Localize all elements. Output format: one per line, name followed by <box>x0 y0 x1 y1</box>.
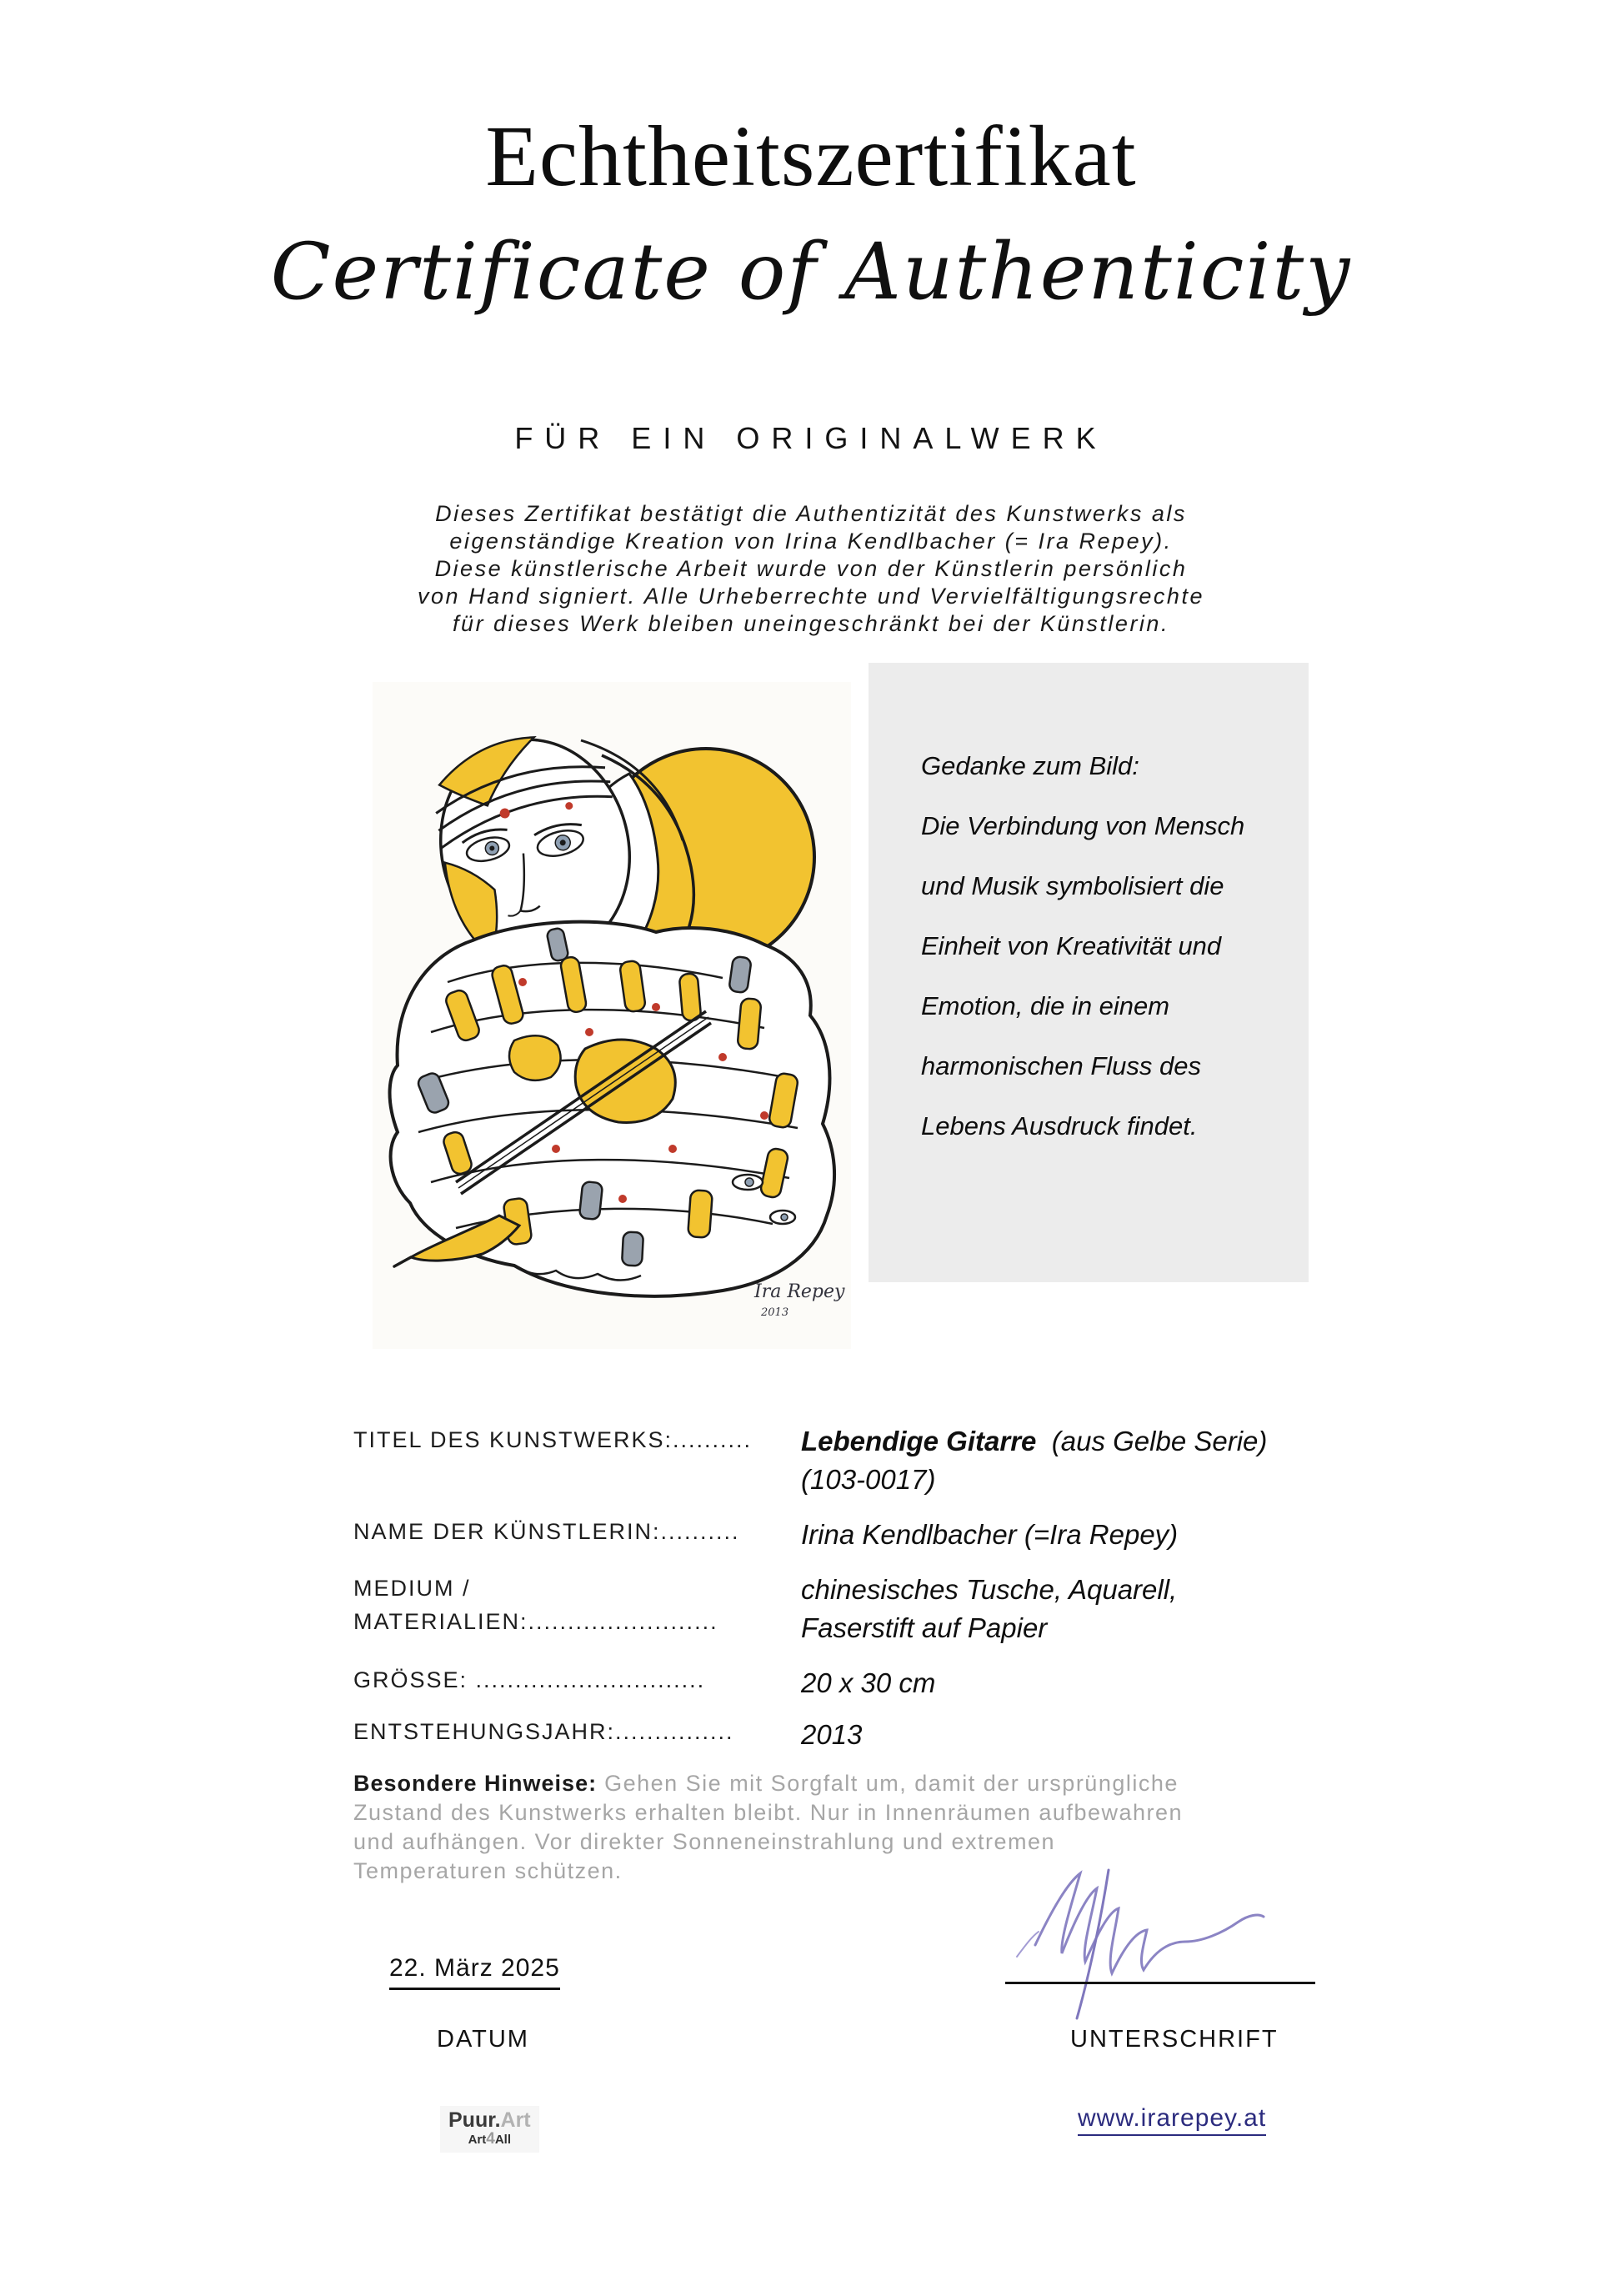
logo-tagline-post: All <box>494 2133 512 2148</box>
special-notes <box>353 1769 1345 1886</box>
page-title-english: Certificate of Authenticity <box>270 227 1352 318</box>
artwork-title: Lebendige Gitarre <box>801 1426 1037 1456</box>
intro-line: Diese künstlerische Arbeit wurde von der Künstlerin persönlich <box>434 556 1188 581</box>
artwork-drawing <box>373 682 851 1349</box>
thought-line: harmonischen Fluss des <box>921 1051 1201 1080</box>
field-value-medium: chinesisches Tusche, Aquarell, Faserstift auf Papier <box>801 1574 1178 1643</box>
page-title-german: Echtheitszertifikat <box>485 108 1137 204</box>
field-label-medium-line2: MATERIALIEN:........................ <box>353 1609 718 1634</box>
puurart-logo-brand <box>448 2109 531 2131</box>
field-label-year: ENTSTEHUNGSJAHR:............... <box>353 1719 734 1744</box>
date-value: 22. März 2025 <box>389 1954 560 1990</box>
website-link[interactable]: www.irarepey.at <box>1078 2104 1266 2136</box>
field-value-size: 20 x 30 cm <box>801 1667 936 1698</box>
field-label-artist: NAME DER KÜNSTLERIN:.......... <box>353 1519 740 1544</box>
artwork-image <box>373 682 851 1349</box>
thought-line: Emotion, die in einem <box>921 991 1170 1020</box>
field-label-medium-line1: MEDIUM / <box>353 1576 471 1601</box>
puurart-logo <box>440 2106 539 2153</box>
special-notes-line: Zustand des Kunstwerks erhalten bleibt. Nur in Innenräumen aufbewahren <box>353 1800 1184 1825</box>
logo-brand-light: Art <box>500 2108 531 2132</box>
intro-line: Dieses Zertifikat bestätigt die Authentizität des Kunstwerks als <box>435 501 1187 526</box>
special-notes-line <box>353 1769 1345 1798</box>
thought-text <box>921 736 1271 1156</box>
field-value-title <box>801 1422 1289 1499</box>
field-label-medium <box>353 1572 803 1638</box>
thought-heading: Gedanke zum Bild: <box>921 751 1139 780</box>
field-value-artist: Irina Kendlbacher (=Ira Repey) <box>801 1519 1179 1550</box>
signature-line <box>1005 1982 1315 1984</box>
logo-brand-dark: Puur. <box>448 2108 501 2132</box>
intro-line: für dieses Werk bleiben uneingeschränkt bei der Künstlerin. <box>453 611 1169 636</box>
special-notes-line: Temperaturen schützen. <box>353 1858 623 1883</box>
artwork-title-series: (aus Gelbe Serie) (103-0017) <box>801 1426 1268 1495</box>
special-notes-line: und aufhängen. Vor direkter Sonneneinstrahlung und extremen <box>353 1829 1056 1854</box>
special-notes-text: Gehen Sie mit Sorgfalt um, damit der ursprüngliche <box>597 1771 1179 1796</box>
date-label: DATUM <box>437 2026 529 2053</box>
artwork-signature-year: 2013 <box>761 1306 789 1319</box>
field-label-title: TITEL DES KUNSTWERKS:.......... <box>353 1427 753 1452</box>
thought-line: Einheit von Kreativität und <box>921 931 1222 960</box>
logo-tagline-num: 4 <box>486 2130 495 2148</box>
thought-box <box>869 663 1309 1282</box>
page-subtitle: FÜR EIN ORIGINALWERK <box>514 421 1108 455</box>
puurart-logo-tagline <box>448 2131 531 2148</box>
special-notes-label: Besondere Hinweise: <box>353 1771 598 1796</box>
logo-tagline-pre: Art <box>468 2133 487 2148</box>
thought-line: Die Verbindung von Mensch <box>921 811 1245 840</box>
intro-paragraph <box>0 500 1622 638</box>
field-label-size: GRÖSSE: ............................. <box>353 1667 706 1692</box>
intro-line: von Hand signiert. Alle Urheberrechte und Vervielfältigungsrechte <box>418 584 1204 609</box>
intro-line: eigenständige Kreation von Irina Kendlbacher (= Ira Repey). <box>449 529 1173 554</box>
thought-line: und Musik symbolisiert die <box>921 871 1224 900</box>
artwork-signature: Ira Repey <box>754 1281 845 1302</box>
signature-label: UNTERSCHRIFT <box>1070 2026 1279 2053</box>
thought-line: Lebens Ausdruck findet. <box>921 1111 1198 1140</box>
field-value-year: 2013 <box>801 1719 863 1750</box>
